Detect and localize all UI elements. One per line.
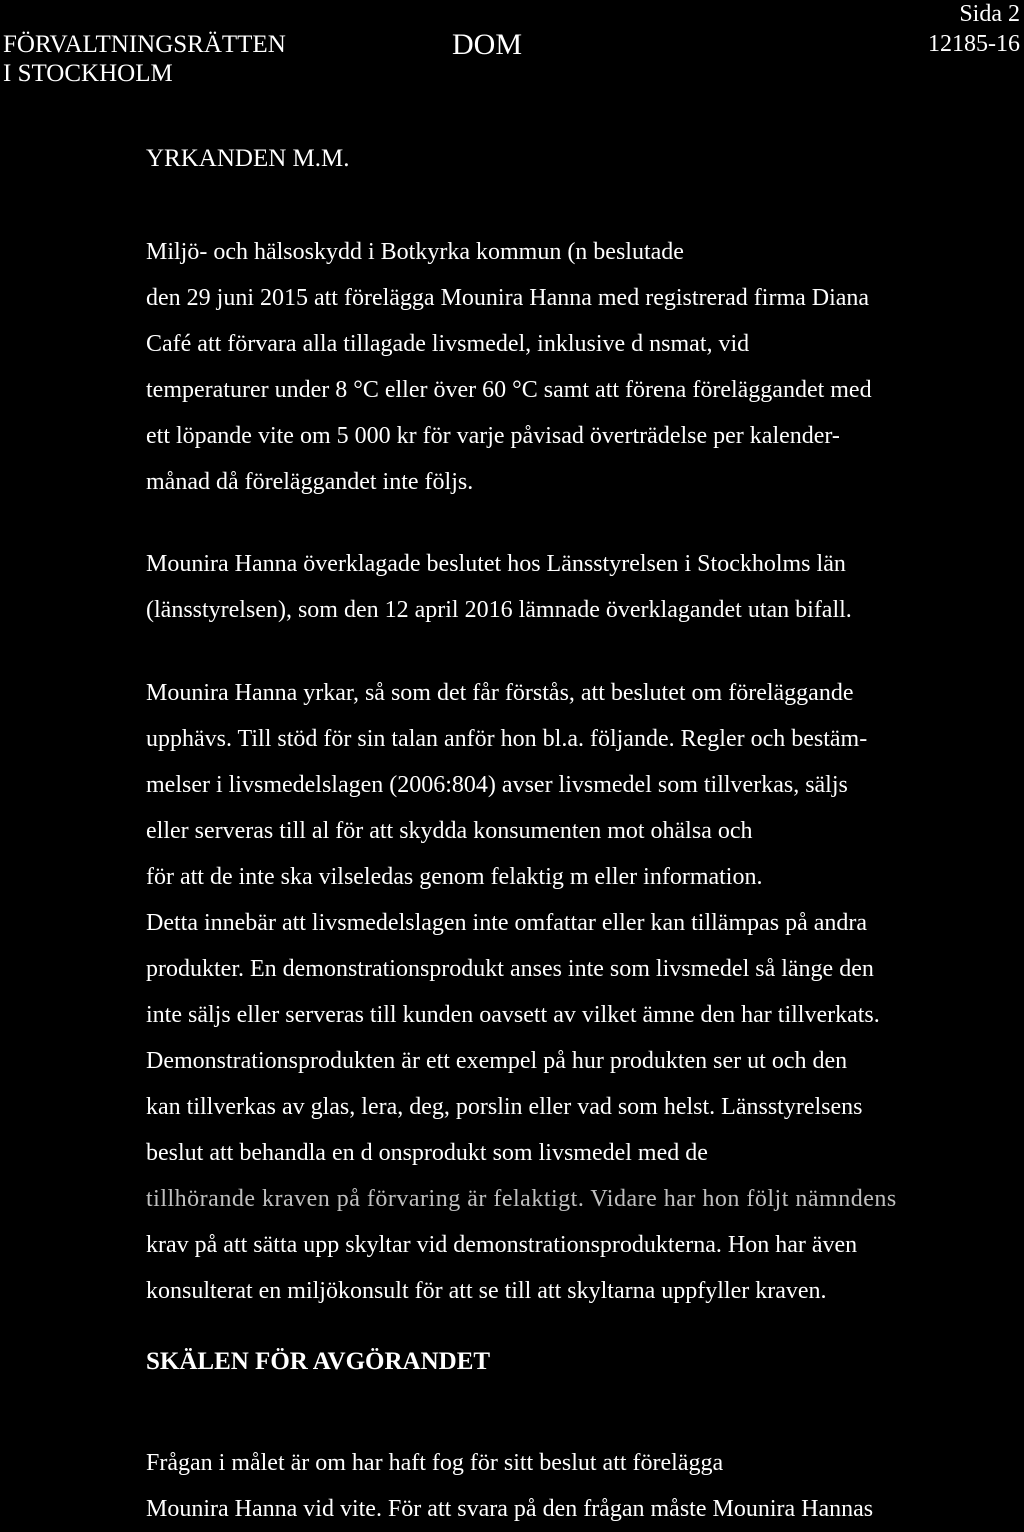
text-line: ett löpande vite om 5 000 kr för varje påvisad överträdelse per kalender- <box>146 423 840 449</box>
page-number: Sida 2 <box>959 1 1020 27</box>
text-line: Mounira Hanna yrkar, så som det får förstås, att beslutet om föreläggande <box>146 680 854 706</box>
court-name-line2: I STOCKHOLM <box>3 60 173 87</box>
text-line: eller serveras till al för att skydda konsumenten mot ohälsa och <box>146 818 753 844</box>
text-line: upphävs. Till stöd för sin talan anför hon bl.a. följande. Regler och bestäm- <box>146 726 868 752</box>
text-line: Detta innebär att livsmedelslagen inte omfattar eller kan tillämpas på andra <box>146 910 868 936</box>
text-line: Demonstrationsprodukten är ett exempel på hur produkten ser ut och den <box>146 1048 848 1074</box>
text-line-partially-cut: tillhörande kraven på förvaring är felaktigt. Vidare har hon följt nämndens <box>146 1186 897 1212</box>
text-line: kan tillverkas av glas, lera, deg, porslin eller vad som helst. Länsstyrelsens <box>146 1094 863 1120</box>
paragraph-question <box>146 1440 946 1532</box>
text-line: Mounira Hanna vid vite. För att svara på den frågan måste Mounira Hannas <box>146 1496 874 1522</box>
text-line: månad då föreläggandet inte följs. <box>146 469 474 495</box>
text-line: för att de inte ska vilseledas genom felaktig m eller information. <box>146 864 763 890</box>
case-number: 12185-16 <box>928 31 1020 57</box>
text-line: Mounira Hanna överklagade beslutet hos Länsstyrelsen i Stockholms län <box>146 551 846 577</box>
section-heading-reasons: SKÄLEN FÖR AVGÖRANDET <box>146 1348 491 1375</box>
text-line: temperaturer under 8 °C eller över 60 °C samt att förena föreläggandet med <box>146 377 872 403</box>
text-line: den 29 juni 2015 att förelägga Mounira Hanna med registrerad firma Diana <box>146 285 870 311</box>
text-line: Frågan i målet är om har haft fog för sitt beslut att förelägga <box>146 1450 724 1476</box>
paragraph-claimant-arguments <box>146 670 946 1314</box>
text-line: Miljö- och hälsoskydd i Botkyrka kommun (n beslutade <box>146 239 684 265</box>
paragraph-appeal <box>146 541 946 633</box>
text-line: beslut att behandla en d onsprodukt som livsmedel med de <box>146 1140 708 1166</box>
section-heading-claims: YRKANDEN M.M. <box>146 145 350 172</box>
text-line: inte säljs eller serveras till kunden oavsett av vilket ämne den har tillverkats. <box>146 1002 880 1028</box>
paragraph-decision <box>146 229 946 505</box>
text-line: (länsstyrelsen), som den 12 april 2016 lämnade överklagandet utan bifall. <box>146 597 852 623</box>
text-line: krav på att sätta upp skyltar vid demonstrationsprodukterna. Hon har även <box>146 1232 858 1258</box>
text-line: konsulterat en miljökonsult för att se till att skyltarna uppfyller kraven. <box>146 1278 827 1304</box>
court-name-line1: FÖRVALTNINGSRÄTTEN <box>3 31 286 58</box>
document-type: DOM <box>452 28 523 61</box>
text-line: melser i livsmedelslagen (2006:804) avser livsmedel som tillverkas, säljs <box>146 772 848 798</box>
text-line: Café att förvara alla tillagade livsmedel, inklusive d nsmat, vid <box>146 331 750 357</box>
text-line: produkter. En demonstrationsprodukt anses inte som livsmedel så länge den <box>146 956 874 982</box>
